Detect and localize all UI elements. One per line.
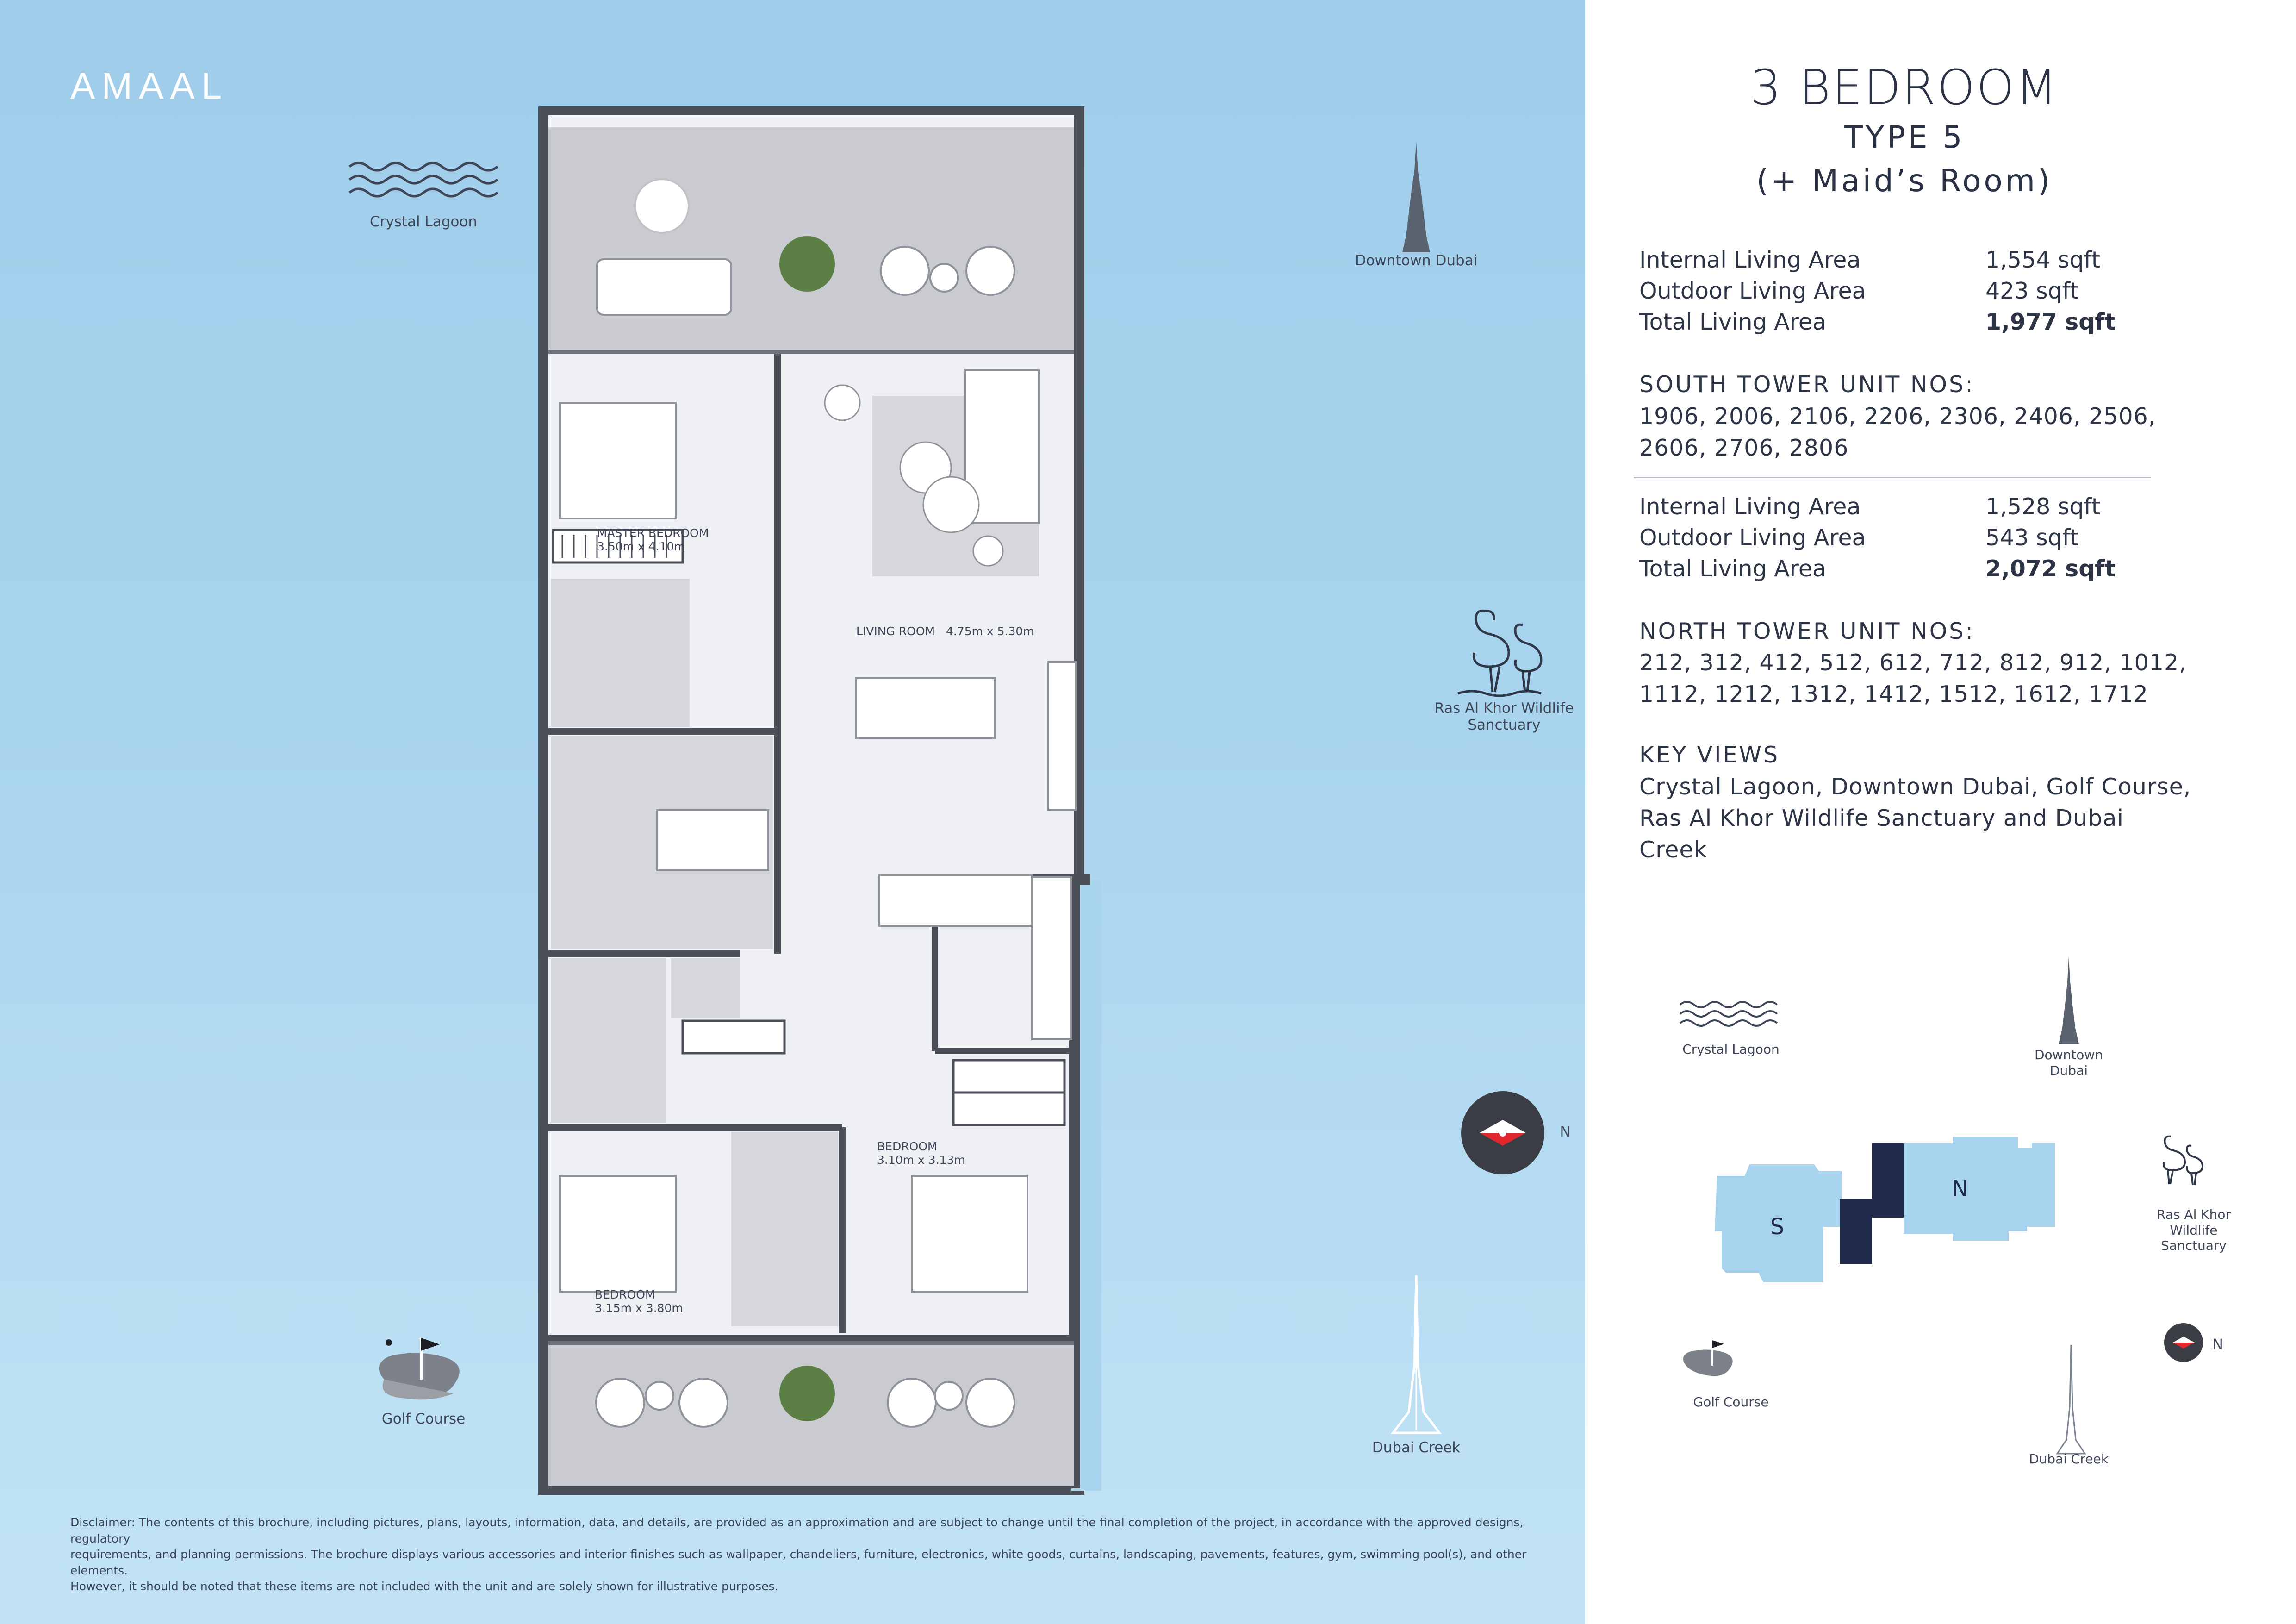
disclaimer-line2: requirements, and planning permissions. The brochure displays various accessories and interior finishes such as wallpaper, chandeliers, furniture, electronics, white goods, curtains, landscaping, pavements, features, gym, swimming pool(s), and other elements. [70, 1548, 1527, 1577]
site-ras-line2: Wildlife [2170, 1222, 2218, 1238]
site-flamingo-icon [2164, 1137, 2203, 1185]
site-downtown-line2: Dubai [2049, 1062, 2088, 1078]
north-units-line2: 1112, 1212, 1312, 1412, 1512, 1612, 1712 [1639, 681, 2148, 707]
disclaimer [70, 1515, 1551, 1595]
disclaimer-line3: However, it should be noted that these items are not included with the unit and are solely shown for illustrative purposes. [70, 1580, 778, 1593]
south-units-heading: SOUTH TOWER UNIT NOS: [1639, 371, 1975, 398]
room-bedroom-right [877, 1140, 965, 1167]
unit-title: 3 BEDROOM [1750, 59, 2059, 116]
site-waves-icon [1680, 1002, 1777, 1026]
site-tower-north-label: N [1952, 1176, 1968, 1202]
south-internal-value: 1,554 sqft [1985, 247, 2101, 273]
compass-north-label: N [1560, 1124, 1571, 1140]
bedroom-bed-right [912, 1176, 1027, 1292]
site-creek-tower-icon [2057, 1345, 2085, 1454]
master-bed [560, 403, 676, 518]
room-size: 3.10m x 3.13m [877, 1153, 965, 1167]
room-master-bedroom [597, 527, 709, 554]
plant-icon [779, 236, 835, 292]
north-outdoor-label: Outdoor Living Area [1639, 525, 1866, 551]
landmark-downtown-dubai: Downtown Dubai [1355, 252, 1478, 269]
room-size: 3.50m x 4.10m [597, 539, 685, 553]
shared-bathroom [551, 958, 666, 1123]
compass-icon [1460, 1090, 1553, 1183]
flamingo-icon [1453, 597, 1560, 699]
floor-plan-drawing [528, 106, 1101, 1495]
room-living-room [856, 625, 1034, 638]
north-core [1872, 1143, 1904, 1218]
landmark-golf-course: Golf Course [381, 1411, 466, 1427]
south-units-line1: 1906, 2006, 2106, 2206, 2306, 2406, 2506, [1639, 403, 2156, 430]
north-total-value: 2,072 sqft [1985, 556, 2116, 582]
room-name: MASTER BEDROOM [597, 526, 709, 540]
site-tower-south-label: S [1770, 1214, 1785, 1240]
south-outdoor-label: Outdoor Living Area [1639, 278, 1866, 304]
ras-al-khor-line1: Ras Al Khor Wildlife [1434, 700, 1574, 717]
key-views-line2: Ras Al Khor Wildlife Sanctuary and Dubai Creek [1639, 805, 2124, 863]
south-internal-label: Internal Living Area [1639, 247, 1861, 273]
room-name: LIVING ROOM [856, 625, 935, 638]
bedroom-ensuite [731, 1132, 838, 1326]
north-internal-label: Internal Living Area [1639, 493, 1861, 520]
south-units-line2: 2606, 2706, 2806 [1639, 435, 1849, 461]
site-compass-north-label: N [2212, 1336, 2223, 1353]
site-label-ras-al-khor [2152, 1207, 2235, 1254]
unit-extra: (+ Maid’s Room) [1756, 163, 2053, 199]
room-bedroom-left [595, 1288, 683, 1315]
room-name: BEDROOM [877, 1140, 938, 1153]
south-core [1840, 1199, 1872, 1264]
dubai-creek-tower-icon [1370, 1273, 1462, 1440]
north-units-heading: NORTH TOWER UNIT NOS: [1639, 618, 1975, 644]
landmark-ras-al-khor [1412, 700, 1585, 733]
room-name: BEDROOM [595, 1288, 655, 1301]
landmark-dubai-creek: Dubai Creek [1372, 1439, 1461, 1456]
south-outdoor-value: 423 sqft [1985, 278, 2079, 304]
north-units-list [1639, 647, 2195, 710]
north-outdoor-value: 543 sqft [1985, 525, 2079, 551]
key-views-list [1639, 771, 2195, 866]
ras-al-khor-line2: Sanctuary [1468, 716, 1541, 733]
site-burj-icon [2059, 956, 2079, 1044]
landmark-crystal-lagoon: Crystal Lagoon [369, 213, 478, 230]
south-units-list [1639, 401, 2195, 464]
north-total-label: Total Living Area [1639, 556, 1827, 582]
burj-khalifa-icon [1384, 139, 1449, 255]
kitchen-counter [1032, 877, 1071, 1039]
waves-icon [347, 157, 500, 204]
site-label-crystal-lagoon: Crystal Lagoon [1682, 1042, 1780, 1057]
room-size: 4.75m x 5.30m [946, 625, 1034, 638]
kitchen-island [879, 875, 1032, 926]
south-total-label: Total Living Area [1639, 309, 1827, 335]
site-label-dubai-creek: Dubai Creek [2028, 1451, 2109, 1467]
site-downtown-line1: Downtown [2034, 1047, 2103, 1062]
terrace-sofa [597, 259, 731, 315]
disclaimer-line1: Disclaimer: The contents of this brochure, including pictures, plans, layouts, information, data, and details, are provided as an approximation and are subject to change until the final completion of the project, in accordance with the approved designs, regulatory [70, 1516, 1524, 1545]
brand-logo: AMAAL [70, 65, 229, 106]
site-compass-icon [2164, 1323, 2203, 1362]
section-divider [1634, 477, 2151, 478]
key-views-line1: Crystal Lagoon, Downtown Dubai, Golf Course, [1639, 774, 2191, 800]
bedroom-bed-left [560, 1176, 676, 1292]
key-views-heading: KEY VIEWS [1639, 742, 1780, 768]
maid-bed [657, 810, 768, 870]
golf-course-icon [370, 1329, 477, 1412]
terrace-table [635, 179, 689, 233]
site-ras-line3: Sanctuary [2160, 1238, 2227, 1254]
south-total-value: 1,977 sqft [1985, 309, 2116, 335]
unit-type: TYPE 5 [1844, 119, 1965, 155]
site-ras-line1: Ras Al Khor [2156, 1207, 2231, 1222]
north-units-line1: 212, 312, 412, 512, 612, 712, 812, 912, 1012, [1639, 650, 2187, 676]
site-golf-icon [1683, 1340, 1733, 1376]
room-size: 3.15m x 3.80m [595, 1301, 683, 1315]
site-label-golf-course: Golf Course [1693, 1394, 1769, 1410]
master-bathroom [551, 579, 690, 727]
north-tower-shape [1904, 1137, 2055, 1241]
north-internal-value: 1,528 sqft [1985, 493, 2101, 520]
dining-table [856, 678, 995, 738]
site-label-downtown [2027, 1047, 2110, 1078]
